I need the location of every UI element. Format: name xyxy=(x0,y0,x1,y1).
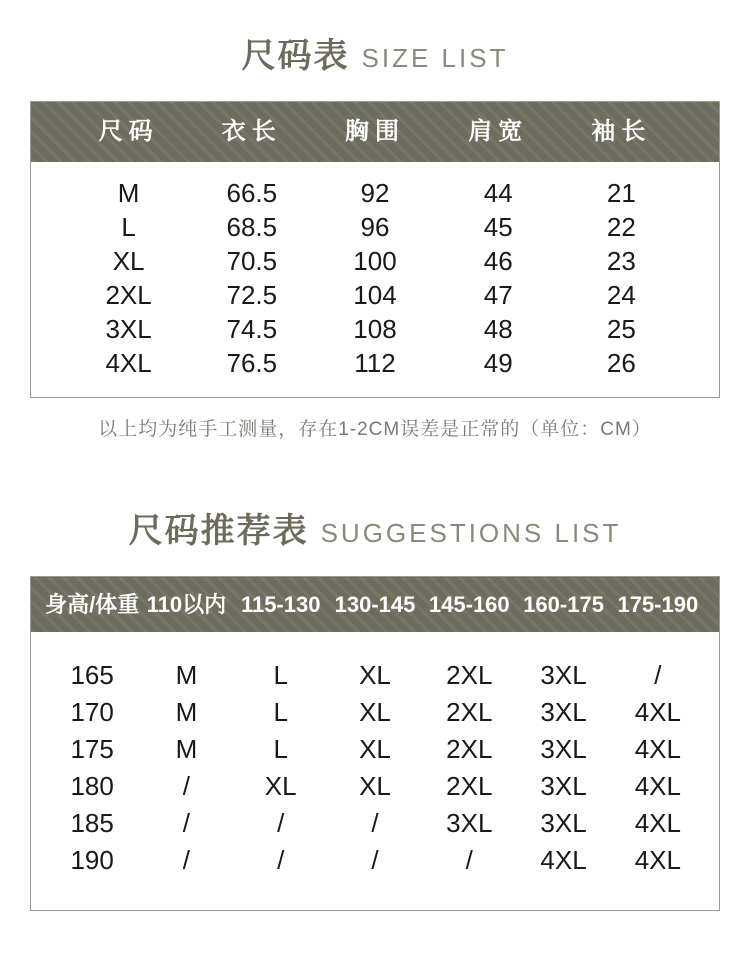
suggestion-table-cell: 3XL xyxy=(540,808,587,838)
size-table-cell: 72.5 xyxy=(226,279,278,310)
suggestion-table-cell: 175 xyxy=(70,734,114,764)
size-table-cell: 92 xyxy=(360,177,390,208)
suggestion-table-cell: / xyxy=(277,845,285,875)
size-table-cell: XL xyxy=(112,245,145,276)
suggestion-table-cell: 4XL xyxy=(634,771,681,801)
suggestion-table-header-cell: 160-175 xyxy=(523,592,604,617)
size-table-cell: 24 xyxy=(606,279,636,310)
suggestion-table-cell: M xyxy=(175,697,198,727)
size-table-body xyxy=(31,162,719,397)
suggestion-table-cell: 190 xyxy=(70,845,114,875)
size-table-header-cell: 胸围 xyxy=(344,118,405,145)
size-table-cell: 68.5 xyxy=(226,211,278,242)
size-table-cell: 104 xyxy=(353,279,397,310)
suggestion-table-cell: 2XL xyxy=(446,734,493,764)
size-table-cell: 108 xyxy=(353,313,397,344)
suggestion-table-cell: / xyxy=(182,845,191,875)
size-table-cell: 66.5 xyxy=(226,177,278,208)
suggestion-table-header-cell: 身高/体重 xyxy=(45,592,140,617)
size-list-title-en: SIZE LIST xyxy=(361,43,509,73)
size-table-cell: 70.5 xyxy=(226,245,278,276)
suggestion-table-cell: / xyxy=(371,845,379,875)
suggestion-table-cell: 3XL xyxy=(540,771,587,801)
size-table-cell: 74.5 xyxy=(226,313,278,344)
size-table-cell: 76.5 xyxy=(226,347,278,378)
size-table-header-cell: 衣长 xyxy=(221,118,282,145)
size-chart-page xyxy=(0,36,750,972)
suggestion-table xyxy=(30,576,720,911)
suggestion-table-cell: / xyxy=(182,808,191,838)
suggestion-table-cell: / xyxy=(182,771,191,801)
suggestion-table-cell: XL xyxy=(359,771,391,801)
size-table-header-cell: 袖长 xyxy=(591,118,652,145)
suggestion-table-cell: 3XL xyxy=(446,808,493,838)
size-table-header-cell: 尺码 xyxy=(98,118,159,145)
size-table-cell: M xyxy=(117,177,140,208)
suggestion-table-cell: 3XL xyxy=(540,697,587,727)
suggestion-table-cell: XL xyxy=(359,734,391,764)
suggestion-table-cell: / xyxy=(277,808,285,838)
suggestion-table-header-cell: 115-130 xyxy=(240,592,321,617)
suggestion-table-cell: XL xyxy=(359,660,391,690)
suggestion-table-cell: / xyxy=(654,660,662,690)
suggestion-table-header-cell: 175-190 xyxy=(617,592,699,617)
suggestion-table-cell: 165 xyxy=(70,660,114,690)
suggestion-table-cell: XL xyxy=(264,771,297,801)
suggestion-table-cell: 3XL xyxy=(540,734,587,764)
suggestion-table-header-cell: 130-145 xyxy=(334,592,416,617)
size-table-cell: 100 xyxy=(353,245,397,276)
size-table-cell: 3XL xyxy=(105,313,152,344)
suggestion-table-cell: 180 xyxy=(70,771,114,801)
suggestions-list-title-en: SUGGESTIONS LIST xyxy=(320,518,622,548)
size-table-cell: 112 xyxy=(354,347,396,378)
suggestion-table-cell: XL xyxy=(359,697,391,727)
suggestion-table-cell: 4XL xyxy=(634,808,681,838)
size-table-cell: 47 xyxy=(483,279,513,310)
size-table-header xyxy=(31,102,719,162)
size-table xyxy=(30,101,720,398)
size-table-cell: 96 xyxy=(360,211,390,242)
suggestion-table-body xyxy=(31,632,719,910)
suggestion-table-cell: L xyxy=(273,734,288,764)
measurement-note: 以上均为纯手工测量，存在1-2CM误差是正常的（单位：CM） xyxy=(98,419,652,440)
suggestion-table-cell: 4XL xyxy=(540,845,587,875)
size-table-cell: 25 xyxy=(606,313,636,344)
suggestion-table-cell: 185 xyxy=(70,808,114,838)
suggestion-table-cell: / xyxy=(465,845,473,875)
suggestion-table-cell: 4XL xyxy=(634,697,681,727)
suggestion-table-cell: L xyxy=(273,660,288,690)
size-table-cell: 21 xyxy=(606,177,636,208)
suggestion-table-header-cell: 110以内 xyxy=(146,592,227,617)
suggestion-table-cell: 4XL xyxy=(634,734,681,764)
size-table-cell: 4XL xyxy=(105,347,152,378)
suggestion-table-header xyxy=(31,577,719,632)
size-table-cell: 48 xyxy=(483,313,513,344)
suggestion-table-cell: 2XL xyxy=(446,660,493,690)
size-list-title xyxy=(0,36,750,83)
size-table-cell: 26 xyxy=(606,347,636,378)
size-table-cell: 44 xyxy=(483,177,513,208)
suggestion-table-cell: / xyxy=(371,808,379,838)
size-table-cell: 2XL xyxy=(105,279,152,310)
suggestion-table-cell: M xyxy=(175,660,198,690)
size-table-cell: 46 xyxy=(483,245,513,276)
suggestions-list-title xyxy=(0,511,750,558)
suggestion-table-cell: 2XL xyxy=(446,771,493,801)
size-table-cell: 23 xyxy=(606,245,636,276)
size-list-title-cn: 尺码表 xyxy=(241,37,350,75)
size-table-cell: 49 xyxy=(483,347,513,378)
suggestion-table-cell: L xyxy=(273,697,288,727)
suggestion-table-cell: M xyxy=(175,734,198,764)
suggestion-table-cell: 3XL xyxy=(540,660,587,690)
suggestions-list-title-cn: 尺码推荐表 xyxy=(128,512,309,550)
suggestion-table-cell: 4XL xyxy=(634,845,681,875)
size-table-cell: 22 xyxy=(606,211,636,242)
suggestion-table-header-cell: 145-160 xyxy=(428,592,510,617)
size-table-cell: L xyxy=(121,211,136,242)
suggestion-table-cell: 2XL xyxy=(446,697,493,727)
size-table-cell: 45 xyxy=(483,211,513,242)
suggestion-table-cell: 170 xyxy=(70,697,114,727)
size-table-header-cell: 肩宽 xyxy=(468,118,529,145)
